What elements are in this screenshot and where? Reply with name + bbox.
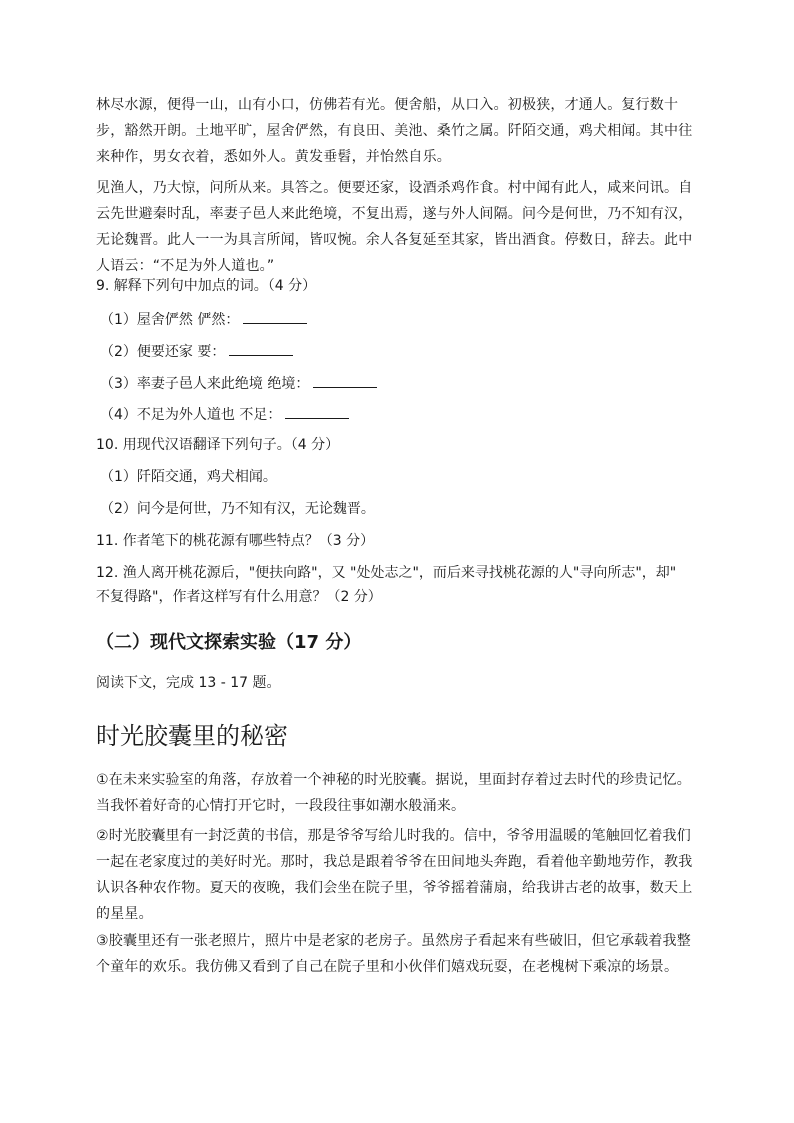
answer-blank[interactable] xyxy=(243,309,307,324)
question-10-item-1: （1）阡陌交通，鸡犬相闻。 xyxy=(100,469,277,485)
question-9-item-3 xyxy=(100,373,377,394)
article-title: 时光胶囊里的秘密 xyxy=(96,722,288,750)
section-heading: （二）现代文探索实验（17 分） xyxy=(96,632,362,653)
question-9-item-2 xyxy=(100,341,293,362)
question-9-item-4-text: （4）不足为外人道也 不足： xyxy=(100,407,282,423)
question-9-item-4 xyxy=(100,404,349,425)
question-9-item-1 xyxy=(100,309,307,330)
question-11: 11. 作者笔下的桃花源有哪些特点？（3 分） xyxy=(96,533,375,549)
answer-blank[interactable] xyxy=(285,404,349,419)
question-10-stem: 10. 用现代汉语翻译下列句子。（4 分） xyxy=(96,437,340,453)
article-paragraph-3: ③胶囊里还有一张老照片，照片中是老家的老房子。虽然房子看起来有些破旧，但它承载着我整个童年的欢乐。我仿佛又看到了自己在院子里和小伙伴们嬉戏玩耍，在老槐树下乘凉的场景。 xyxy=(96,933,691,975)
section-instruction: 阅读下文，完成 13 - 17 题。 xyxy=(96,675,281,691)
question-9-item-2-text: （2）便要还家 要： xyxy=(100,344,226,360)
passage-paragraph-2: 见渔人，乃大惊，问所从来。具答之。便要还家，设酒杀鸡作食。村中闻有此人，咸来问讯。自云先世避秦时乱，率妻子邑人来此绝境，不复出焉，遂与外人间隔。问今是何世，乃不知有汉，无论魏晋。此人一一为具言所闻，皆叹惋。余人各复延至其家，皆出酒食。停数日，辞去。此中人语云：“不足为外人道也。” xyxy=(96,180,693,274)
question-10-item-2: （2）问今是何世，乃不知有汉，无论魏晋。 xyxy=(100,501,375,517)
question-9-item-3-text: （3）率妻子邑人来此绝境 绝境： xyxy=(100,376,310,392)
article-paragraph-2: ②时光胶囊里有一封泛黄的书信，那是爷爷写给儿时我的。信中，爷爷用温暖的笔触回忆着我们一起在老家度过的美好时光。那时，我总是跟着爷爷在田间地头奔跑，看着他辛勤地劳作，教我认识各种农作物。夏天的夜晚，我们会坐在院子里，爷爷摇着蒲扇，给我讲古老的故事，数天上的星星。 xyxy=(96,828,693,922)
answer-blank[interactable] xyxy=(229,341,293,356)
passage-paragraph-1: 林尽水源，便得一山，山有小口，仿佛若有光。便舍船，从口入。初极狭，才通人。复行数十步，豁然开朗。土地平旷，屋舍俨然，有良田、美池、桑竹之属。阡陌交通，鸡犬相闻。其中往来种作，男女衣着，悉如外人。黄发垂髫，并怡然自乐。 xyxy=(96,97,693,165)
question-9-item-1-text: （1）屋舍俨然 俨然： xyxy=(100,312,240,328)
question-12-line-1: 12. 渔人离开桃花源后，"便扶向路"，又 "处处志之"，而后来寻找桃花源的人"寻向所志"，却" xyxy=(96,565,677,581)
question-9-stem: 9. 解释下列句中加点的词。（4 分） xyxy=(96,278,317,294)
answer-blank[interactable] xyxy=(313,373,377,388)
question-12-line-2: 不复得路"，作者这样写有什么用意？（2 分） xyxy=(96,589,382,605)
article-paragraph-1: ①在未来实验室的角落，存放着一个神秘的时光胶囊。据说，里面封存着过去时代的珍贵记忆。当我怀着好奇的心情打开它时，一段段往事如潮水般涌来。 xyxy=(96,772,691,814)
